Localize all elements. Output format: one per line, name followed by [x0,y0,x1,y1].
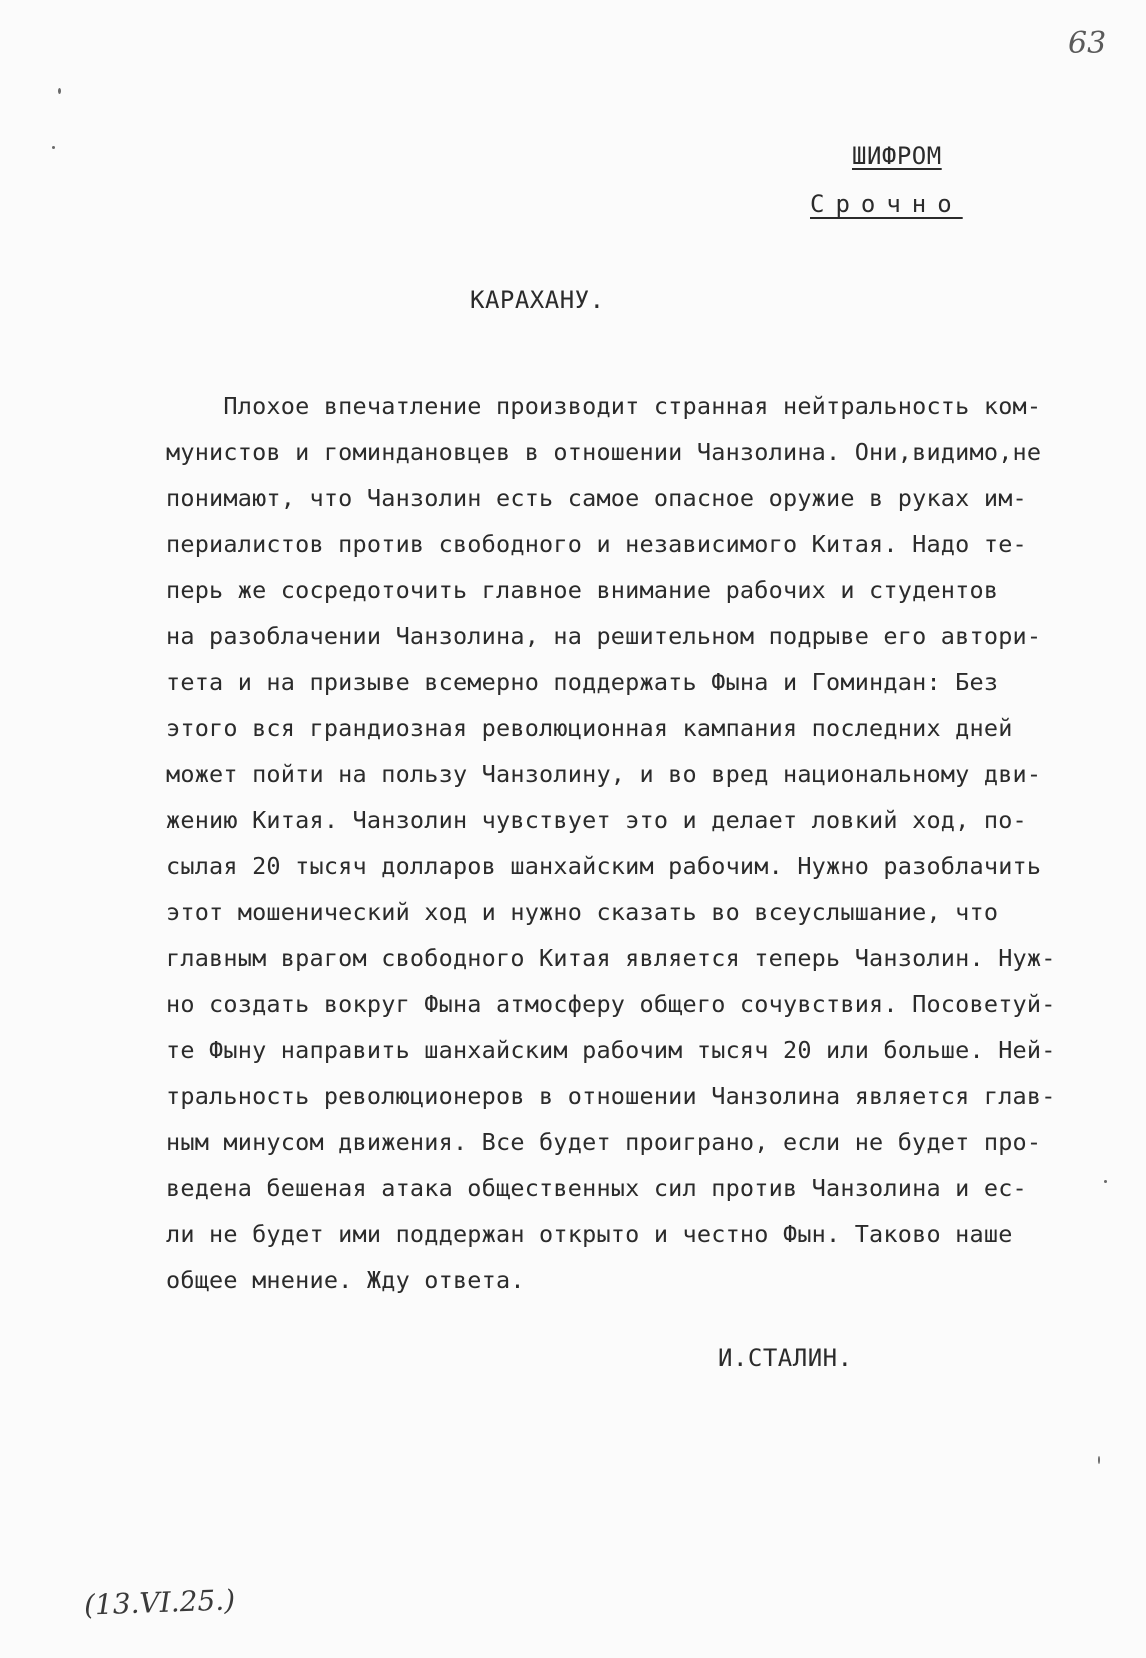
addressee: КАРАХАНУ. [470,286,605,314]
body-line: жению Китая. Чанзолин чувствует это и делает ловкий ход, по- [166,806,1027,834]
body-line: главным врагом свободного Китая является теперь Чанзолин. Нуж- [166,944,1056,972]
paper-speck [1098,1456,1100,1464]
body-line: тральность революционеров в отношении Чанзолина является глав- [166,1082,1056,1110]
body-line: на разоблачении Чанзолина, на решительном подрыве его автори- [166,622,1042,650]
paper-speck [52,146,55,149]
body-line: периалистов против свободного и независимого Китая. Надо те- [166,530,1027,558]
body-line: ли не будет ими поддержан открыто и честно Фын. Таково наше [166,1220,1013,1248]
body-line: тета и на призыве всемерно поддержать Фына и Гоминдан: Без [166,668,999,696]
body-line: ным минусом движения. Все будет проиграно, если не будет про- [166,1128,1042,1156]
paper-speck [58,88,61,94]
body-line: перь же сосредоточить главное внимание рабочих и студентов [166,576,999,604]
page-number: 63 [1068,26,1107,61]
body-line: Плохое впечатление производит странная нейтральность ком- [166,392,1042,420]
body-line: общее мнение. Жду ответа. [166,1266,525,1294]
body-line: те Фыну направить шанхайским рабочим тысяч 20 или больше. Ней- [166,1036,1056,1064]
message-body [166,383,1126,1303]
body-line: мунистов и гоминдановцев в отношении Чанзолина. Они,видимо,не [166,438,1042,466]
urgent-heading: Срочно [810,190,963,218]
cipher-heading: ШИФРОМ [852,142,942,170]
signature: И.СТАЛИН. [718,1344,853,1372]
body-line: может пойти на пользу Чанзолину, и во вред национальному дви- [166,760,1042,788]
body-line: понимают, что Чанзолин есть самое опасное оружие в руках им- [166,484,1027,512]
paper-speck [1104,1180,1107,1183]
body-line: ведена бешеная атака общественных сил против Чанзолина и ес- [166,1174,1027,1202]
body-line: этого вся грандиозная революционная кампания последних дней [166,714,1013,742]
body-line: сылая 20 тысяч долларов шанхайским рабочим. Нужно разоблачить [166,852,1042,880]
archive-date-annotation: (13.VI.25.) [83,1583,236,1622]
body-line: этот мошенический ход и нужно сказать во всеуслышание, что [166,898,999,926]
body-line: но создать вокруг Фына атмосферу общего сочувствия. Посоветуй- [166,990,1056,1018]
